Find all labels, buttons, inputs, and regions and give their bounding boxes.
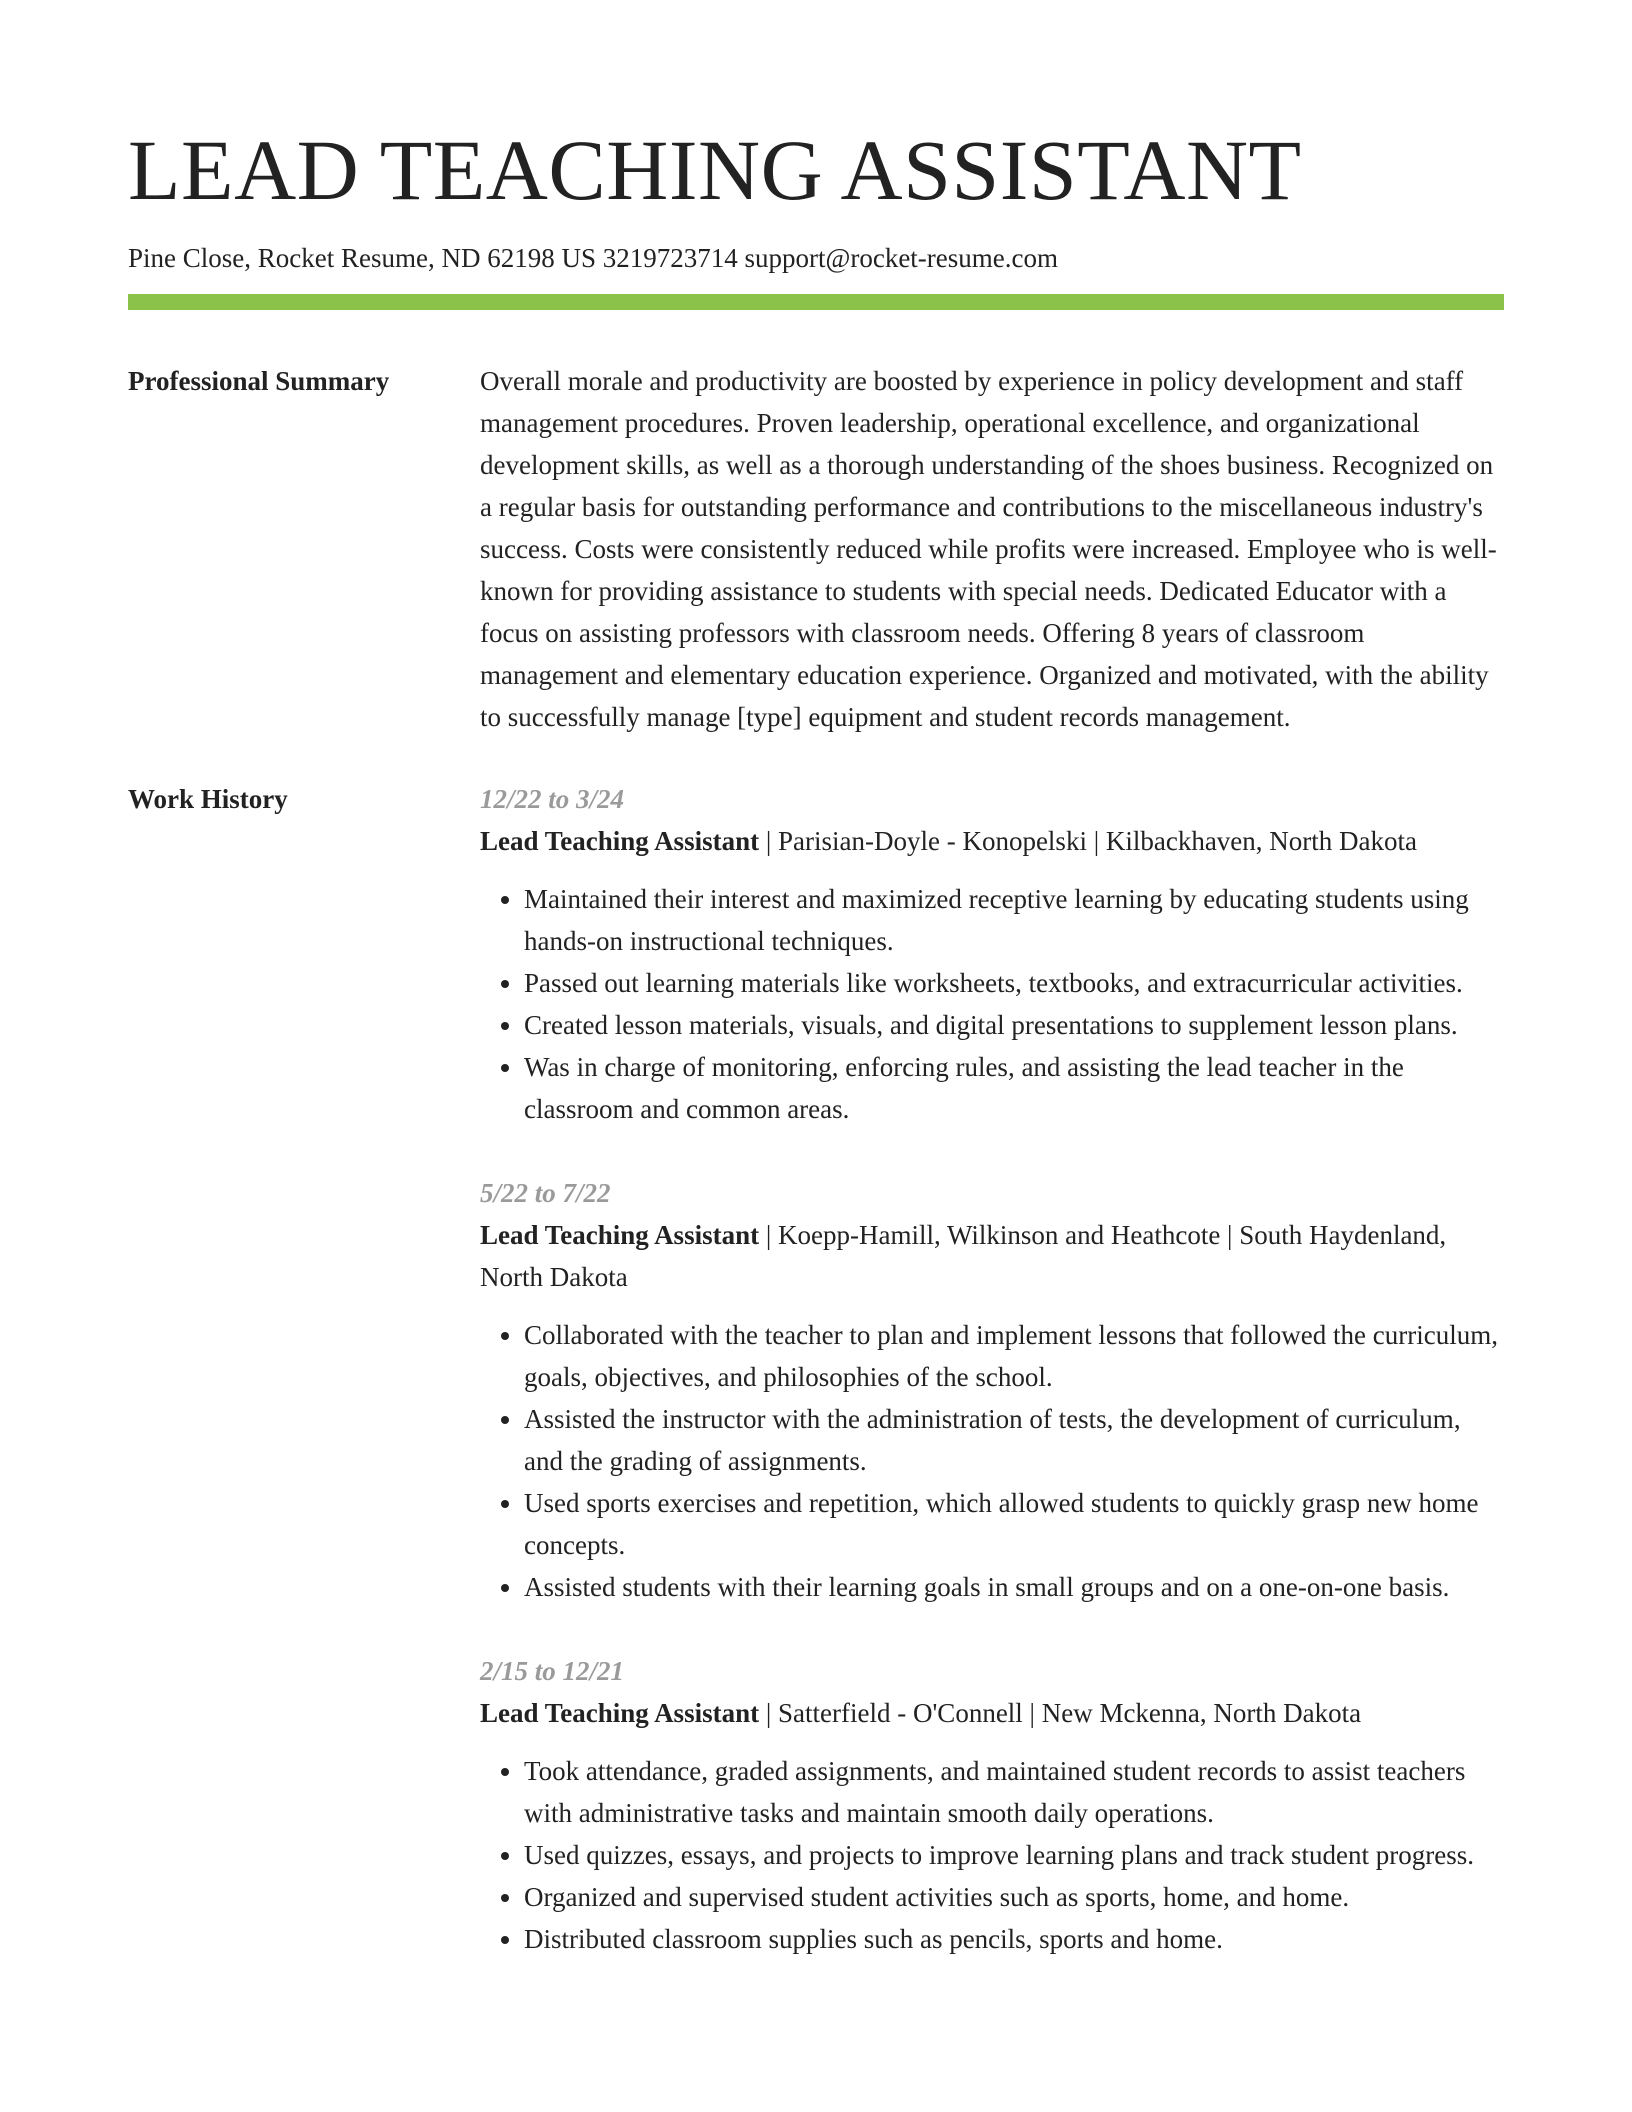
job-header — [480, 1214, 1504, 1298]
list-item: • Used sports exercises and repetition, which allowed students to quickly grasp new home concepts. — [524, 1482, 1504, 1566]
list-item: • Distributed classroom supplies such as pencils, sports and home. — [524, 1918, 1504, 1960]
resume-page — [128, 0, 1504, 2002]
job-title: Lead Teaching Assistant — [480, 826, 760, 856]
summary-body — [480, 360, 1504, 738]
list-item: • Created lesson materials, visuals, and digital presentations to supplement lesson plans. — [524, 1004, 1504, 1046]
section-label-summary: Professional Summary — [128, 366, 390, 396]
list-item: • Used quizzes, essays, and projects to improve learning plans and track student progress. — [524, 1834, 1504, 1876]
job-header — [480, 1692, 1504, 1734]
summary-text: Overall morale and productivity are boosted by experience in policy development and staff management procedures. Proven leadership, operational excellence, and organizational development skills, as well as a thorough understanding of the shoes business. Recognized on a regular basis for outstanding performance and contributions to the miscellaneous industry's success. Costs were consistently reduced while profits were increased. Employee who is well-known for providing assistance to students with special needs. Dedicated Educator with a focus on assisting professors with classroom needs. Offering 8 years of classroom management and elementary education experience. Organized and motivated, with the ability to successfully manage [type] equipment and student records management. — [480, 366, 1497, 732]
work-history-body — [480, 778, 1504, 2002]
job-details: | Satterfield - O'Connell | New Mckenna, North Dakota — [759, 1698, 1362, 1728]
job-title: Lead Teaching Assistant — [480, 1220, 760, 1250]
page-title: LEAD TEACHING ASSISTANT — [128, 122, 1302, 218]
list-item: • Assisted the instructor with the administration of tests, the development of curriculum, and the grading of assignments. — [524, 1398, 1504, 1482]
list-item: • Assisted students with their learning goals in small groups and on a one-on-one basis. — [524, 1566, 1504, 1608]
professional-summary-section — [128, 360, 1504, 738]
job-entry — [480, 1172, 1504, 1608]
section-label-work: Work History — [128, 784, 288, 814]
job-dates: 2/15 to 12/21 — [480, 1656, 625, 1686]
job-dates: 12/22 to 3/24 — [480, 784, 625, 814]
list-item: • Maintained their interest and maximized receptive learning by educating students using hands-on instructional techniques. — [524, 878, 1504, 962]
accent-divider — [128, 294, 1504, 310]
job-entry — [480, 1650, 1504, 1960]
contact-line: Pine Close, Rocket Resume, ND 62198 US 3219723714 support@rocket-resume.com — [128, 243, 1058, 273]
job-entry — [480, 778, 1504, 1130]
job-dates: 5/22 to 7/22 — [480, 1178, 611, 1208]
list-item: • Collaborated with the teacher to plan and implement lessons that followed the curriculum, goals, objectives, and philosophies of the school. — [524, 1314, 1504, 1398]
job-bullets — [480, 1750, 1504, 1960]
job-title: Lead Teaching Assistant — [480, 1698, 760, 1728]
job-details: | Koepp-Hamill, Wilkinson and Heathcote | South Haydenland, North Dakota — [480, 1220, 1447, 1292]
job-bullets — [480, 878, 1504, 1130]
job-header — [480, 820, 1504, 862]
job-details: | Parisian-Doyle - Konopelski | Kilbackhaven, North Dakota — [759, 826, 1417, 856]
list-item: • Was in charge of monitoring, enforcing rules, and assisting the lead teacher in the classroom and common areas. — [524, 1046, 1504, 1130]
list-item: • Organized and supervised student activities such as sports, home, and home. — [524, 1876, 1504, 1918]
list-item: • Passed out learning materials like worksheets, textbooks, and extracurricular activities. — [524, 962, 1504, 1004]
list-item: • Took attendance, graded assignments, and maintained student records to assist teachers with administrative tasks and maintain smooth daily operations. — [524, 1750, 1504, 1834]
work-history-section — [128, 778, 1504, 2002]
job-bullets — [480, 1314, 1504, 1608]
